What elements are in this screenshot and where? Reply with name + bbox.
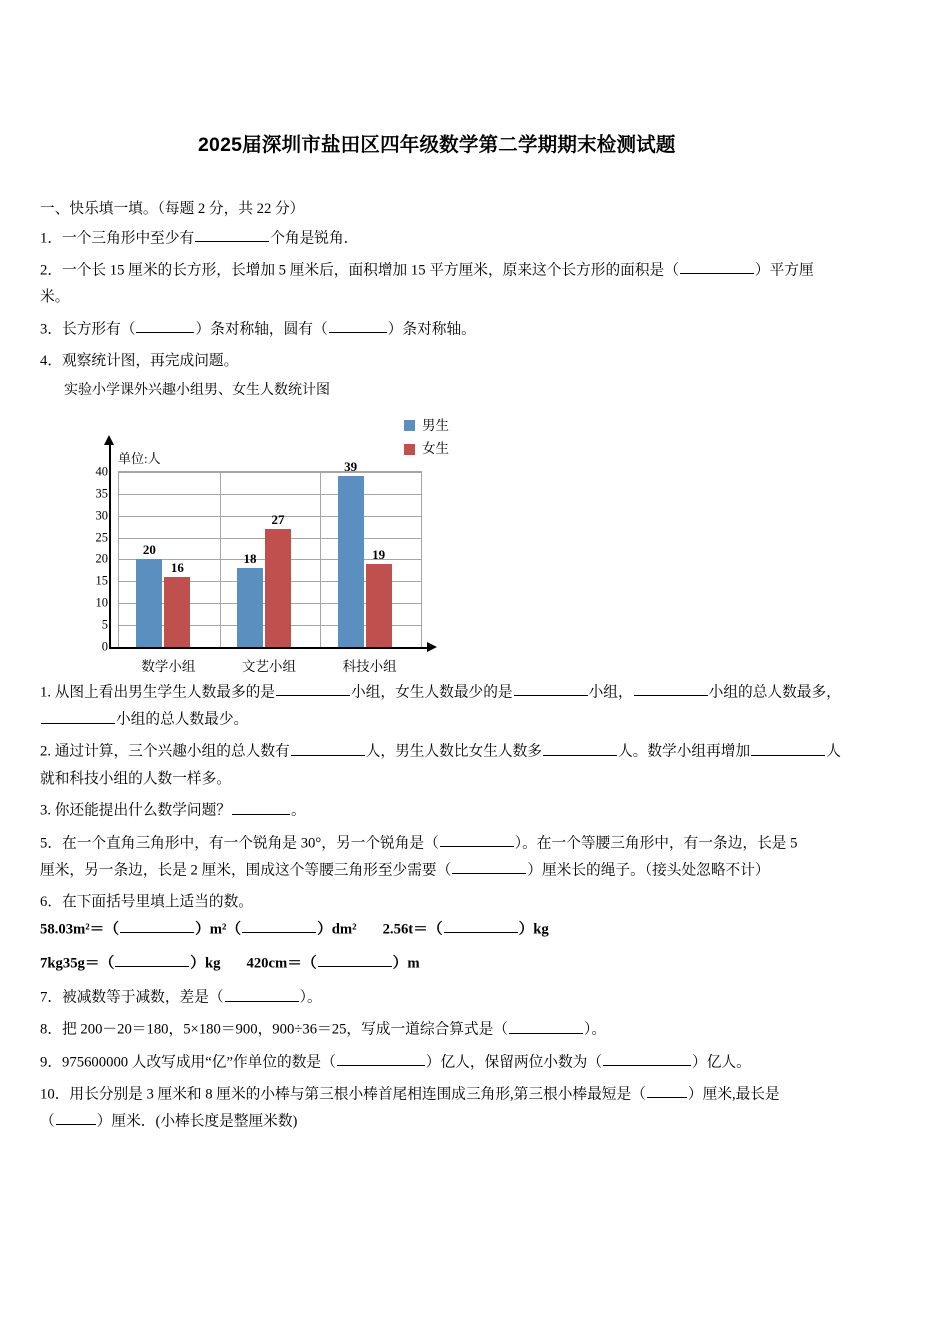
x-axis-category-label: 文艺小组 [241,658,296,674]
question-5-text-c: 厘米，另一条边，长是 2 厘米，围成这个等腰三角形至少需要（ [40,862,452,879]
cq3-blank-1[interactable] [232,799,290,814]
bar-value-label: 39 [344,459,358,475]
q6l2-p2: ）kg [190,955,221,972]
cq1-text-d: 小组的总人数最多， [708,684,841,701]
question-10-text-b: ）厘米,最长是 [687,1086,780,1103]
cq1-text-a: 1. 从图上看出男生学生人数最多的是 [40,684,276,701]
gridline [119,472,421,473]
chart-subquestion-1 [40,681,920,704]
chart-plot-area [95,459,422,654]
gridline [119,494,421,495]
page-title: 2025届深圳市盐田区四年级数学第二学期期末检测试题 [198,134,676,157]
bar-男生-科技小组 [338,459,364,647]
category-separator [320,472,321,647]
q6l1-p4: 2.56t＝（ [382,921,443,938]
question-6-line-2 [40,952,920,975]
question-9-text-b: ）亿人，保留两位小数为（ [425,1053,603,1070]
chart-subquestion-3 [40,799,920,822]
question-10-text-d: ）厘米．(小棒长度是整厘米数) [96,1113,298,1130]
q6l1-p2: ）m²（ [195,921,242,938]
question-10-text-a: 10．用长分别是 3 厘米和 8 厘米的小棒与第三根小棒首尾相连围成三角形,第三根小棒最短是（ [40,1086,646,1103]
x-axis-category-label: 数学小组 [141,658,196,674]
y-axis-tick-label: 35 [95,486,108,501]
q6l2-blank-1[interactable] [115,952,189,967]
q6l1-p3: ）dm² [317,921,357,938]
question-3-blank-1[interactable] [136,318,194,333]
question-6: 6．在下面括号里填上适当的数。 [40,893,253,910]
question-2-cont: 米。 [40,289,70,306]
question-5-cont [40,859,920,882]
cq1-blank-3[interactable] [634,681,708,696]
question-2-text-b: ）平方厘 [754,262,814,279]
question-5-blank-2[interactable] [452,859,526,874]
gridline [119,516,421,517]
question-10-text-c: （ [40,1113,55,1130]
question-5-text-a: 5．在一个直角三角形中，有一个锐角是 30°，另一个锐角是（ [40,834,439,851]
question-10-blank-2[interactable] [56,1110,96,1125]
q6l1-blank-1[interactable] [120,918,194,933]
bar-value-label: 18 [243,551,257,567]
cq2-text-d: 人 [826,743,841,760]
question-7 [40,986,920,1009]
cq1-blank-4[interactable] [41,708,115,723]
bar-女生-科技小组 [366,546,392,647]
q6l2-p3: 420cm＝（ [246,955,317,972]
question-10-cont [40,1110,920,1133]
x-axis-arrow-icon [427,642,437,652]
cq1-blank-2[interactable] [514,681,588,696]
chart-subquestion-2 [40,740,920,763]
legend-label-girls: 女生 [422,441,449,457]
legend-label-boys: 男生 [422,417,449,433]
q6l1-blank-2[interactable] [242,918,316,933]
y-axis-tick-label: 30 [95,508,108,523]
question-2-blank[interactable] [680,259,754,274]
legend-swatch-girls [404,444,415,455]
y-axis-tick-label: 40 [95,464,108,479]
question-3-text-a: 3．长方形有（ [40,321,136,338]
cq3-text-a: 3. 你还能提出什么数学问题？ [40,802,231,819]
question-10-blank-1[interactable] [647,1083,687,1098]
question-9-blank-1[interactable] [337,1051,425,1066]
cq2-blank-1[interactable] [291,740,365,755]
cq2-text-b: 人，男生人数比女生人数多 [365,743,542,760]
chart-unit-label: 单位:人 [118,450,161,466]
bar-value-label: 20 [142,542,156,558]
question-7-text-b: ）。 [299,989,322,1006]
question-8-text-b: ）。 [584,1021,607,1038]
x-axis-line [109,647,429,649]
question-2 [40,259,920,282]
q6l2-p1: 7kg35g＝（ [40,955,115,972]
bar-value-label: 19 [372,546,386,562]
cq1-text-c: 小组， [588,684,633,701]
question-7-blank[interactable] [225,986,299,1001]
cq1-text-e: 小组的总人数最少。 [116,711,249,728]
q6l1-p5: ）kg [518,921,549,938]
chart-subquestion-2-cont: 就和科技小组的人数一样多。 [40,770,231,787]
chart-legend [404,419,449,466]
question-7-text-a: 7．被减数等于减数，差是（ [40,989,224,1006]
y-axis-line [109,443,111,649]
legend-item-girls [404,442,449,456]
x-axis-category-label: 科技小组 [342,658,397,674]
bar-女生-数学小组 [164,559,190,647]
cq2-text-c: 人。数学小组再增加 [617,743,751,760]
question-8-text-a: 8．把 200－20＝180，5×180＝900，900÷36＝25，写成一道综合算式是（ [40,1021,508,1038]
cq3-text-b: 。 [290,802,306,819]
question-1-text-b: 个角是锐角． [270,230,359,247]
question-8-blank[interactable] [509,1018,583,1033]
legend-swatch-boys [404,420,415,431]
bar-男生-数学小组 [136,542,162,647]
section-heading-fill-in: 一、快乐填一填。（每题 2 分，共 22 分） [40,201,305,217]
question-3-text-c: ）条对称轴。 [387,321,476,338]
question-5 [40,832,920,855]
cq2-blank-2[interactable] [543,740,617,755]
q6l2-blank-2[interactable] [318,952,392,967]
question-9 [40,1051,920,1074]
bar-value-label: 27 [271,511,285,527]
question-5-text-d: ）厘米长的绳子。（接头处忽略不计） [527,862,770,879]
question-9-text-a: 9．975600000 人改写成用“亿”作单位的数是（ [40,1053,336,1070]
question-5-text-b: ）。在一个等腰三角形中，有一条边，长是 5 [514,834,798,851]
y-axis-tick-label: 0 [101,639,108,654]
question-1 [40,227,920,250]
exam-content [40,198,920,1142]
question-5-blank-1[interactable] [440,832,514,847]
y-axis-tick-label: 10 [95,595,108,610]
cq1-blank-1[interactable] [276,681,350,696]
cq2-blank-3[interactable] [751,740,825,755]
q6l1-blank-3[interactable] [444,918,518,933]
question-2-text-a: 2．一个长 15 厘米的长方形，长增加 5 厘米后，面积增加 15 平方厘米，原来这个长方形的面积是（ [40,262,679,279]
question-3-blank-2[interactable] [329,318,387,333]
cq1-text-b: 小组，女生人数最少的是 [351,684,513,701]
chart-subquestion-1-cont [40,708,920,731]
bar-value-label: 16 [170,559,184,575]
question-9-blank-2[interactable] [603,1051,691,1066]
cq2-text-a: 2. 通过计算，三个兴趣小组的总人数有 [40,743,290,760]
question-3 [40,318,920,341]
chart-title: 实验小学课外兴趣小组男、女生人数统计图 [64,382,330,398]
question-8 [40,1018,920,1041]
question-9-text-c: ）亿人。 [692,1053,751,1070]
question-10 [40,1083,920,1106]
q6l2-p4: ）m [392,955,420,972]
legend-item-boys [404,419,449,433]
y-axis-tick-label: 25 [95,530,108,545]
y-axis-tick-label: 5 [101,617,108,632]
y-axis-tick-label: 20 [95,551,108,566]
y-axis-tick-label: 15 [95,573,108,588]
question-6-line-1 [40,918,920,941]
question-1-blank[interactable] [195,227,269,242]
bar-chart [40,413,500,681]
category-separator [220,472,221,647]
question-1-text-a: 1．一个三角形中至少有 [40,230,195,247]
question-3-text-b: ）条对称轴，圆有（ [195,321,328,338]
bar-男生-文艺小组 [237,551,263,647]
q6l1-p1: 58.03m²＝（ [40,921,120,938]
question-4: 4．观察统计图，再完成问题。 [40,353,239,370]
bar-女生-文艺小组 [265,511,291,647]
